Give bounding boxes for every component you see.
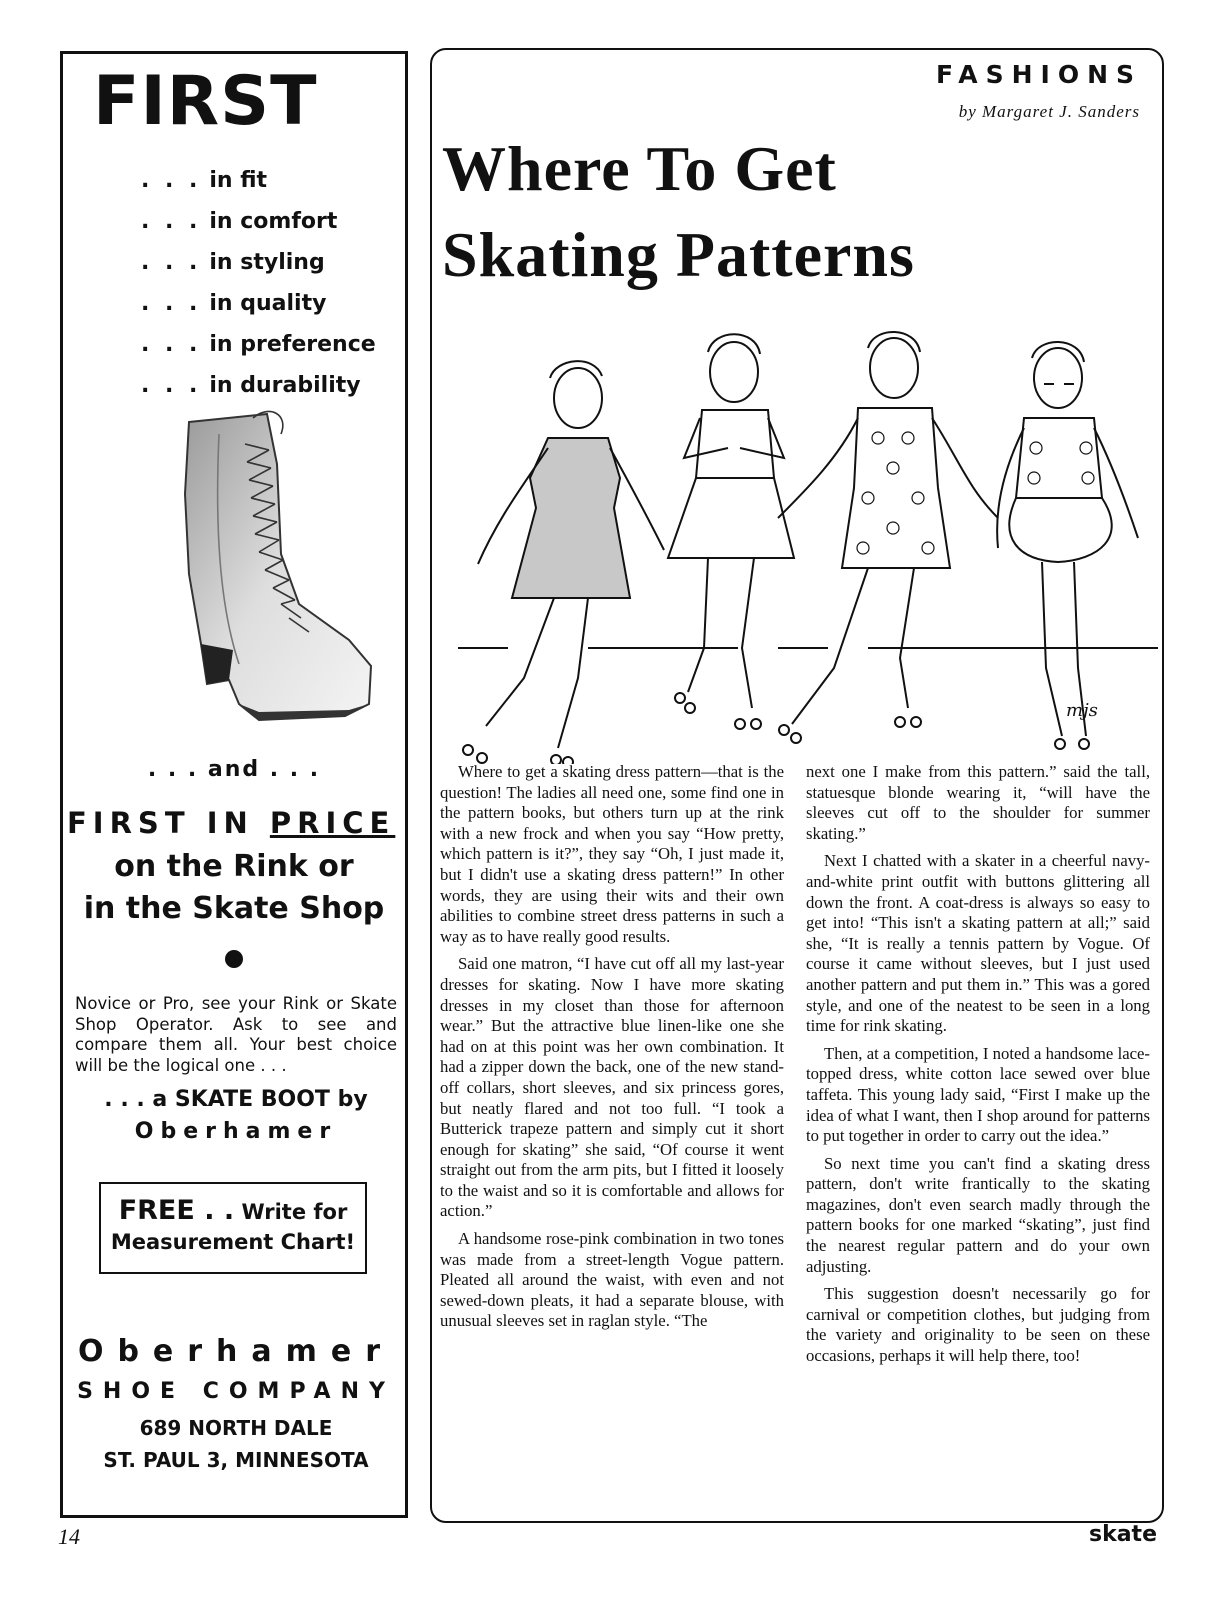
article-column-1	[440, 762, 784, 1339]
bullet-dot	[225, 950, 243, 968]
company-address: 689 NORTH DALE	[139, 1416, 333, 1440]
ad-feature-item: . . . in quality	[141, 291, 327, 316]
skaters-illustration	[438, 288, 1160, 764]
page-number: 14	[58, 1524, 80, 1549]
article-column-2	[806, 762, 1150, 1374]
ad-body-text: Novice or Pro, see your Rink or Skate Shop Operator. Ask to see and compare them all. Your best choice will be the logical one . . .	[75, 994, 397, 1075]
company-name: Oberhamer	[77, 1334, 395, 1369]
author-byline: by Margaret J. Sanders	[958, 102, 1140, 121]
skate-boot-image	[149, 404, 379, 734]
ad-and-text: . . . and . . .	[147, 757, 321, 782]
ad-price-line: FIRST IN PRICE	[67, 806, 396, 840]
paragraph: Said one matron, “I have cut off all my last-year dresses for skating. Now I have more skating dresses in my closet than those for afternoon wear.” But the attractive blue linen-like one she had on at this point was her own combination. It had a zipper down the back, one of the new stand-off collars, short sleeves, and six princess gores, but neatly flared and not too full. “I took a Butterick trapeze pattern and simply cut it short enough for skating” she said, “Of course it went straight out from the arm pits, but I fitted it loosely to the waist and so it is comfortable and allows for action.”	[440, 954, 784, 1221]
company-city: ST. PAUL 3, MINNESOTA	[103, 1448, 369, 1472]
ad-skate-boot-line: . . . a SKATE BOOT by Oberhamer	[104, 1087, 368, 1144]
artist-signature: mjs	[1066, 700, 1098, 721]
paragraph: next one I make from this pattern.” said the tall, statuesque blonde wearing it, “will have the sleeves cut off to the shoulder for summer skating.”	[806, 762, 1150, 843]
ad-feature-item: . . . in fit	[141, 168, 268, 193]
price-underlined: PRICE	[269, 806, 396, 840]
ad-feature-list	[141, 160, 376, 406]
paragraph: A handsome rose-pink combination in two tones was made from a street-length Vogue pattern. Pleated all around the waist, with even and not sewed-down pleats, it had a separate blouse, with unusual sleeves set in raglan style. “The	[440, 1229, 784, 1331]
company-info	[75, 1332, 397, 1476]
fashion-article	[430, 48, 1164, 1523]
paragraph: Then, at a competition, I noted a handsome lace-topped dress, white cotton lace sewed over blue taffeta. This young lady said, “First I make up the idea of what I want, then I shop around for patterns to put together in order to carry out the idea.”	[806, 1043, 1150, 1146]
paragraph: Next I chatted with a skater in a cheerful navy-and-white print outfit with buttons glittering all down the front. A coat-dress is always so easy to get into! “This isn't a skating pattern at all;” said she, “It is really a tennis pattern by Vogue. Of course it came without sleeves, but I just used another pattern and put them in.” This was a gored style, and one of the neatest to be seen in a long time for rink skating.	[806, 851, 1150, 1036]
oberhamer-advertisement	[60, 51, 408, 1518]
ad-feature-item: . . . in preference	[141, 332, 376, 357]
paragraph: This suggestion doesn't necessarily go for carnival or competition clothes, but judging from the variety and originality to be seen on these occasions, perhaps it will help there, too!	[806, 1284, 1150, 1366]
ad-feature-item: . . . in comfort	[141, 209, 338, 234]
free-measurement-chart-box: FREE . . Write for Measurement Chart!	[99, 1182, 367, 1274]
paragraph: Where to get a skating dress pattern—that is the question! The ladies all need one, some find one in the pattern books, but others turn up at the rink with a new frock and when you say “How pretty, which pattern is it?”, they say “Oh, I just made it, but I didn't use a skating dress pattern!” In other words, they are using their wits and their own abilities to combine street dress patterns in such a way as to have really good results.	[440, 762, 784, 946]
magazine-name: skate	[1088, 1522, 1157, 1547]
ad-feature-item: . . . in styling	[141, 250, 325, 275]
ad-feature-item: . . . in durability	[141, 373, 361, 398]
company-type: SHOE COMPANY	[77, 1379, 395, 1404]
paragraph: So next time you can't find a skating dress pattern, don't write frantically to the skating magazines, don't even search madly through the pattern books for one marked “skating”, just find the nearest regular pattern and do your own adjusting.	[806, 1153, 1150, 1276]
ad-headline: FIRST	[93, 62, 318, 141]
article-title: Where To Get Skating Patterns	[442, 133, 915, 290]
section-label: FASHIONS	[936, 60, 1142, 89]
ad-rink-text: on the Rink or in the Skate Shop	[83, 849, 385, 926]
